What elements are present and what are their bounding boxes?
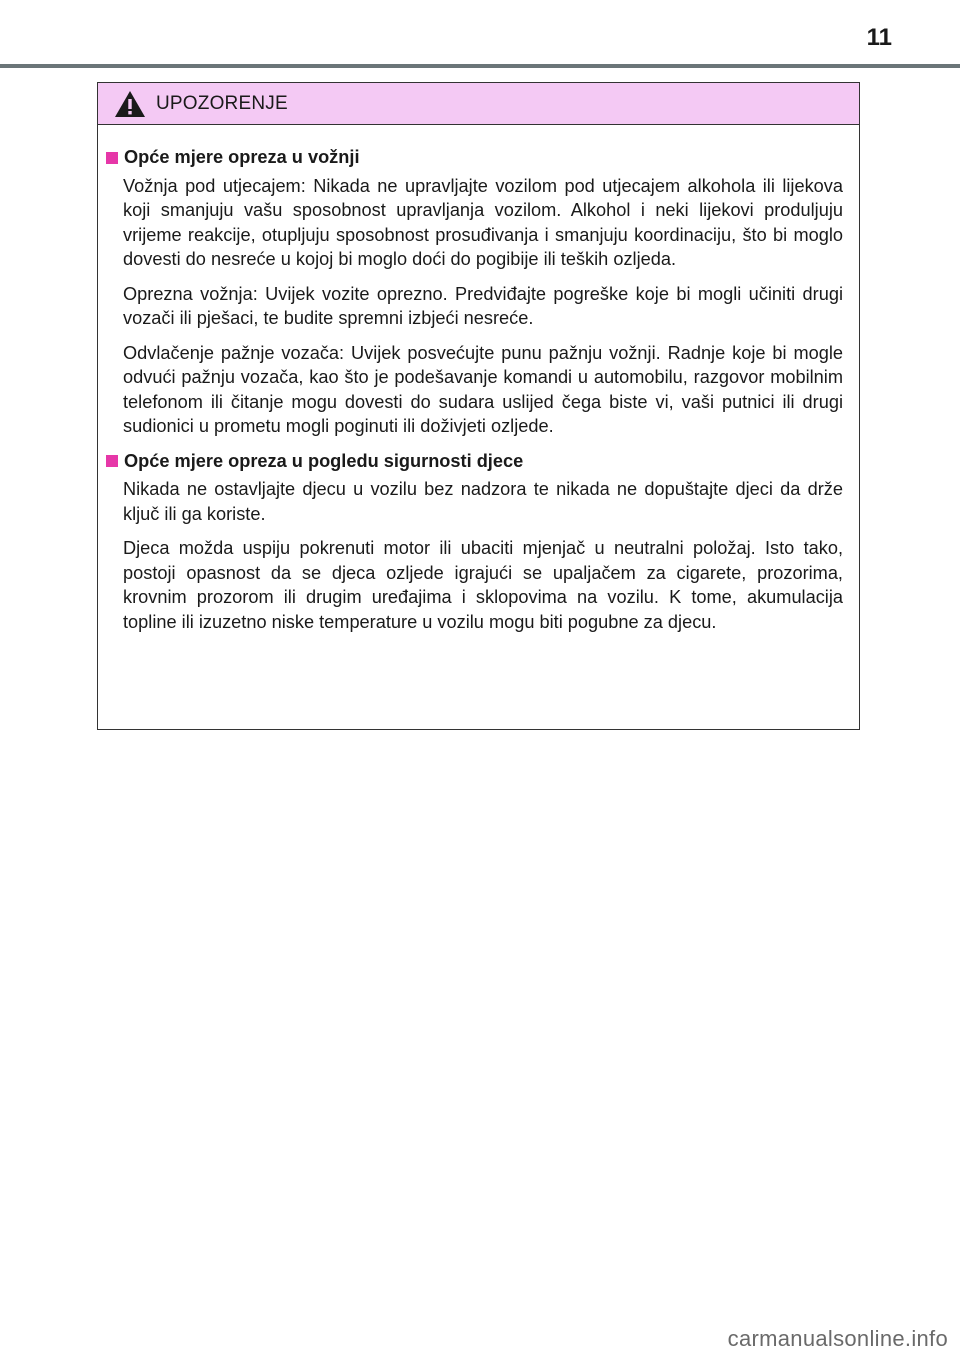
paragraph: Oprezna vožnja: Uvijek vozite oprezno. Predviđajte pogreške koje bi mogli učiniti drugi vozači ili pješaci, te budite spremni izbjeći nesreće. <box>123 283 843 328</box>
paragraph: Vožnja pod utjecajem: Nikada ne upravljajte vozilom pod utjecajem alkohola ili lijekova koji smanjuju vašu sposobnost upravljanja vozilom. Alkohol i neki lijekovi produljuju vrijeme reakcije, otupljuju sposobnost prosuđivanja i smanjuju koordinaciju, što bi moglo dovesti do nesreće u kojoj bi moglo doći do pogibije ili teških ozljeda. <box>123 175 843 269</box>
page-number: 11 <box>866 24 892 51</box>
square-bullet-icon <box>106 455 118 467</box>
warning-body <box>98 125 859 634</box>
footer-watermark: carmanualsonline.info <box>727 1326 948 1351</box>
warning-box <box>97 82 860 730</box>
warning-header <box>98 83 859 125</box>
paragraph: Nikada ne ostavljajte djecu u vozilu bez nadzora te nikada ne dopuštajte djeci da drže ključ ili ga koriste. <box>123 479 843 524</box>
warning-triangle-icon <box>114 90 146 118</box>
paragraph: Djeca možda uspiju pokrenuti motor ili ubaciti mjenjač u neutralni položaj. Isto tako, postoji opasnost da se djeca ozljede igrajući se upaljačem za cigarete, prozorima, krovnim prozorom ili drugim uređajima i sklopovima na vozilu. K tome, akumulacija topline ili izuzetno niske temperature u vozilu mogu biti pogubne za djecu. <box>123 538 843 632</box>
section-heading <box>106 145 843 170</box>
paragraph: Odvlačenje pažnje vozača: Uvijek posvećujte punu pažnju vožnji. Radnje koje bi mogle odvući pažnju vozača, kao što je podešavanje komandi u automobilu, razgovor mobilnim telefonom ili čitanje mogu dovesti do sudara uslijed čega biste vi, vaši putnici ili drugi sudionici u prometu mogli poginuti ili doživjeti ozljede. <box>123 342 843 436</box>
section-heading-text: Opće mjere opreza u vožnji <box>124 147 360 167</box>
section-heading-text: Opće mjere opreza u pogledu sigurnosti djece <box>124 450 524 471</box>
square-bullet-icon <box>106 152 118 164</box>
warning-title: UPOZORENJE <box>156 92 288 114</box>
header-rule <box>0 64 960 68</box>
section-heading <box>106 449 843 474</box>
